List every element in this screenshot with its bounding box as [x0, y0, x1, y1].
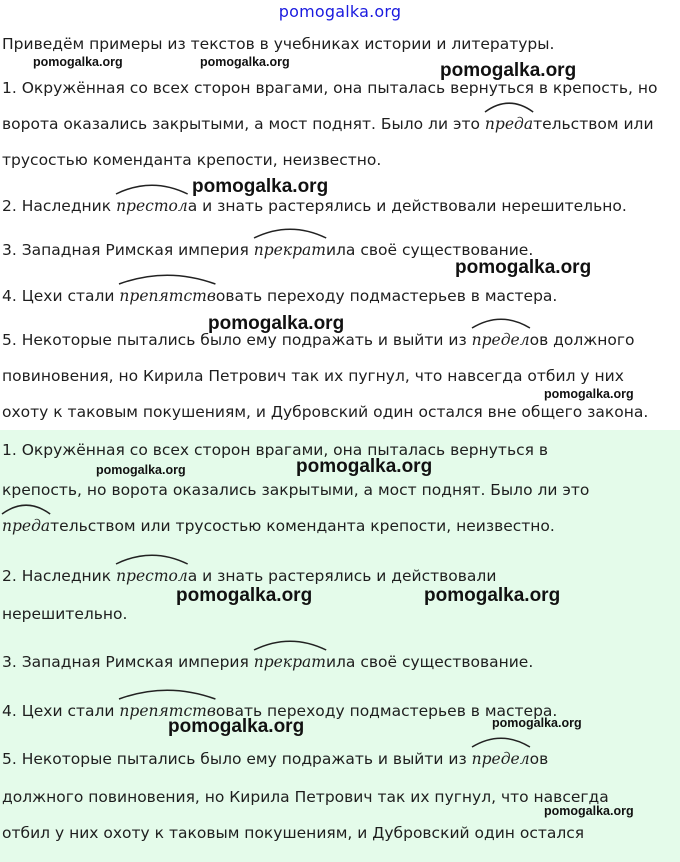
sentence-1-line-2	[2, 106, 672, 142]
watermark: pomogalka.org	[455, 257, 592, 278]
sentence-1-text-b: тельством или	[533, 115, 654, 133]
sentence-2	[2, 188, 672, 224]
sentence-1-line-1: 1. Окружённая со всех сторон врагами, она пыталась вернуться в крепость, но	[2, 79, 658, 97]
sentence-3-post: ила своё существование.	[325, 241, 534, 259]
root-text: престол	[116, 567, 188, 585]
answer-4-post: овать переходу подмастерьев в мастера.	[215, 702, 558, 720]
watermark: pomogalka.org	[296, 456, 433, 477]
answer-2-line-2: нерешительно.	[2, 605, 128, 623]
watermark: pomogalka.org	[544, 387, 634, 401]
root-arc-icon	[254, 639, 326, 650]
answer-2-line-1	[2, 558, 672, 594]
watermark: pomogalka.org	[96, 463, 186, 477]
root-arc-icon	[2, 503, 50, 514]
answer-3	[2, 644, 672, 680]
watermark: pomogalka.org	[33, 55, 123, 69]
answer-5-line-3: отбил у них охоту к таковым покушениям, и Дубровский один остался	[2, 824, 585, 842]
root-arc-icon	[472, 317, 530, 328]
root-text: престол	[116, 197, 188, 215]
root-text: прекрат	[253, 653, 326, 671]
root-arc-icon	[116, 553, 188, 564]
root-predel	[472, 741, 530, 777]
answer-4-pre: 4. Цехи стали	[2, 702, 120, 720]
root-text: преда	[2, 517, 51, 535]
answer-2-pre: 2. Наследник	[2, 567, 117, 585]
root-arc-icon	[119, 688, 215, 699]
sentence-5-post: ов должного	[529, 331, 635, 349]
sentence-5-pre: 5. Некоторые пытались было ему подражать и выйти из	[2, 331, 472, 349]
sentence-5-line-3: охоту к таковым покушениям, и Дубровский один остался вне общего закона.	[2, 403, 649, 421]
watermark: pomogalka.org	[192, 176, 329, 197]
intro-text: Приведём примеры из текстов в учебниках истории и литературы.	[2, 35, 555, 53]
root-text: прекрат	[253, 241, 326, 259]
root-text: препятств	[119, 702, 216, 720]
site-brand[interactable]: pomogalka.org	[278, 2, 402, 21]
watermark: pomogalka.org	[544, 804, 634, 818]
root-predel	[472, 322, 530, 358]
sentence-1-text-a: ворота оказались закрытыми, а мост поднят. Было ли это	[2, 115, 485, 133]
sentence-4-pre: 4. Цехи стали	[2, 287, 120, 305]
watermark: pomogalka.org	[424, 585, 561, 606]
root-prepyatstv	[119, 278, 215, 314]
root-text: препятств	[119, 287, 216, 305]
root-predatelstvo	[2, 508, 50, 544]
root-prestol	[116, 188, 188, 224]
answer-5-line-2: должного повиновения, но Кирила Петрович так их пугнул, что навсегда	[2, 788, 609, 806]
answer-1-line-2: крепость, но ворота оказались закрытыми, а мост поднят. Было ли это	[2, 481, 590, 499]
root-arc-icon	[119, 273, 215, 284]
root-arc-icon	[116, 183, 188, 194]
answer-2-post: а и знать растерялись и действовали	[187, 567, 497, 585]
answer-3-pre: 3. Западная Римская империя	[2, 653, 254, 671]
answer-5-pre: 5. Некоторые пытались было ему подражать и выйти из	[2, 750, 472, 768]
answer-3-post: ила своё существование.	[325, 653, 534, 671]
sentence-4	[2, 278, 672, 314]
answer-5-post: ов	[529, 750, 549, 768]
root-arc-icon	[472, 736, 530, 747]
sentence-3-pre: 3. Западная Римская империя	[2, 241, 254, 259]
watermark: pomogalka.org	[492, 716, 582, 730]
root-text: предел	[471, 331, 530, 349]
root-arc-icon	[485, 101, 533, 112]
root-prekrat	[254, 232, 326, 268]
sentence-5-line-2: повиновения, но Кирила Петрович так их пугнул, что навсегда отбил у них	[2, 367, 624, 385]
root-prekrat	[254, 644, 326, 680]
answer-1-text-b: тельством или трусостью коменданта крепости, неизвестно.	[50, 517, 555, 535]
watermark: pomogalka.org	[176, 585, 313, 606]
watermark: pomogalka.org	[200, 55, 290, 69]
answer-1-line-3	[2, 508, 672, 544]
sentence-2-post: а и знать растерялись и действовали нерешительно.	[187, 197, 627, 215]
answer-1-line-1: 1. Окружённая со всех сторон врагами, она пыталась вернуться в	[2, 441, 549, 459]
root-text: преда	[484, 115, 534, 133]
watermark: pomogalka.org	[440, 60, 577, 81]
sentence-4-post: овать переходу подмастерьев в мастера.	[215, 287, 558, 305]
sentence-1-line-3: трусостью коменданта крепости, неизвестно.	[2, 151, 382, 169]
root-predatelstvo	[485, 106, 533, 142]
root-arc-icon	[254, 227, 326, 238]
root-text: предел	[471, 750, 530, 768]
answer-5-line-1	[2, 741, 672, 777]
sentence-2-pre: 2. Наследник	[2, 197, 117, 215]
watermark: pomogalka.org	[168, 716, 305, 737]
watermark: pomogalka.org	[208, 313, 345, 334]
